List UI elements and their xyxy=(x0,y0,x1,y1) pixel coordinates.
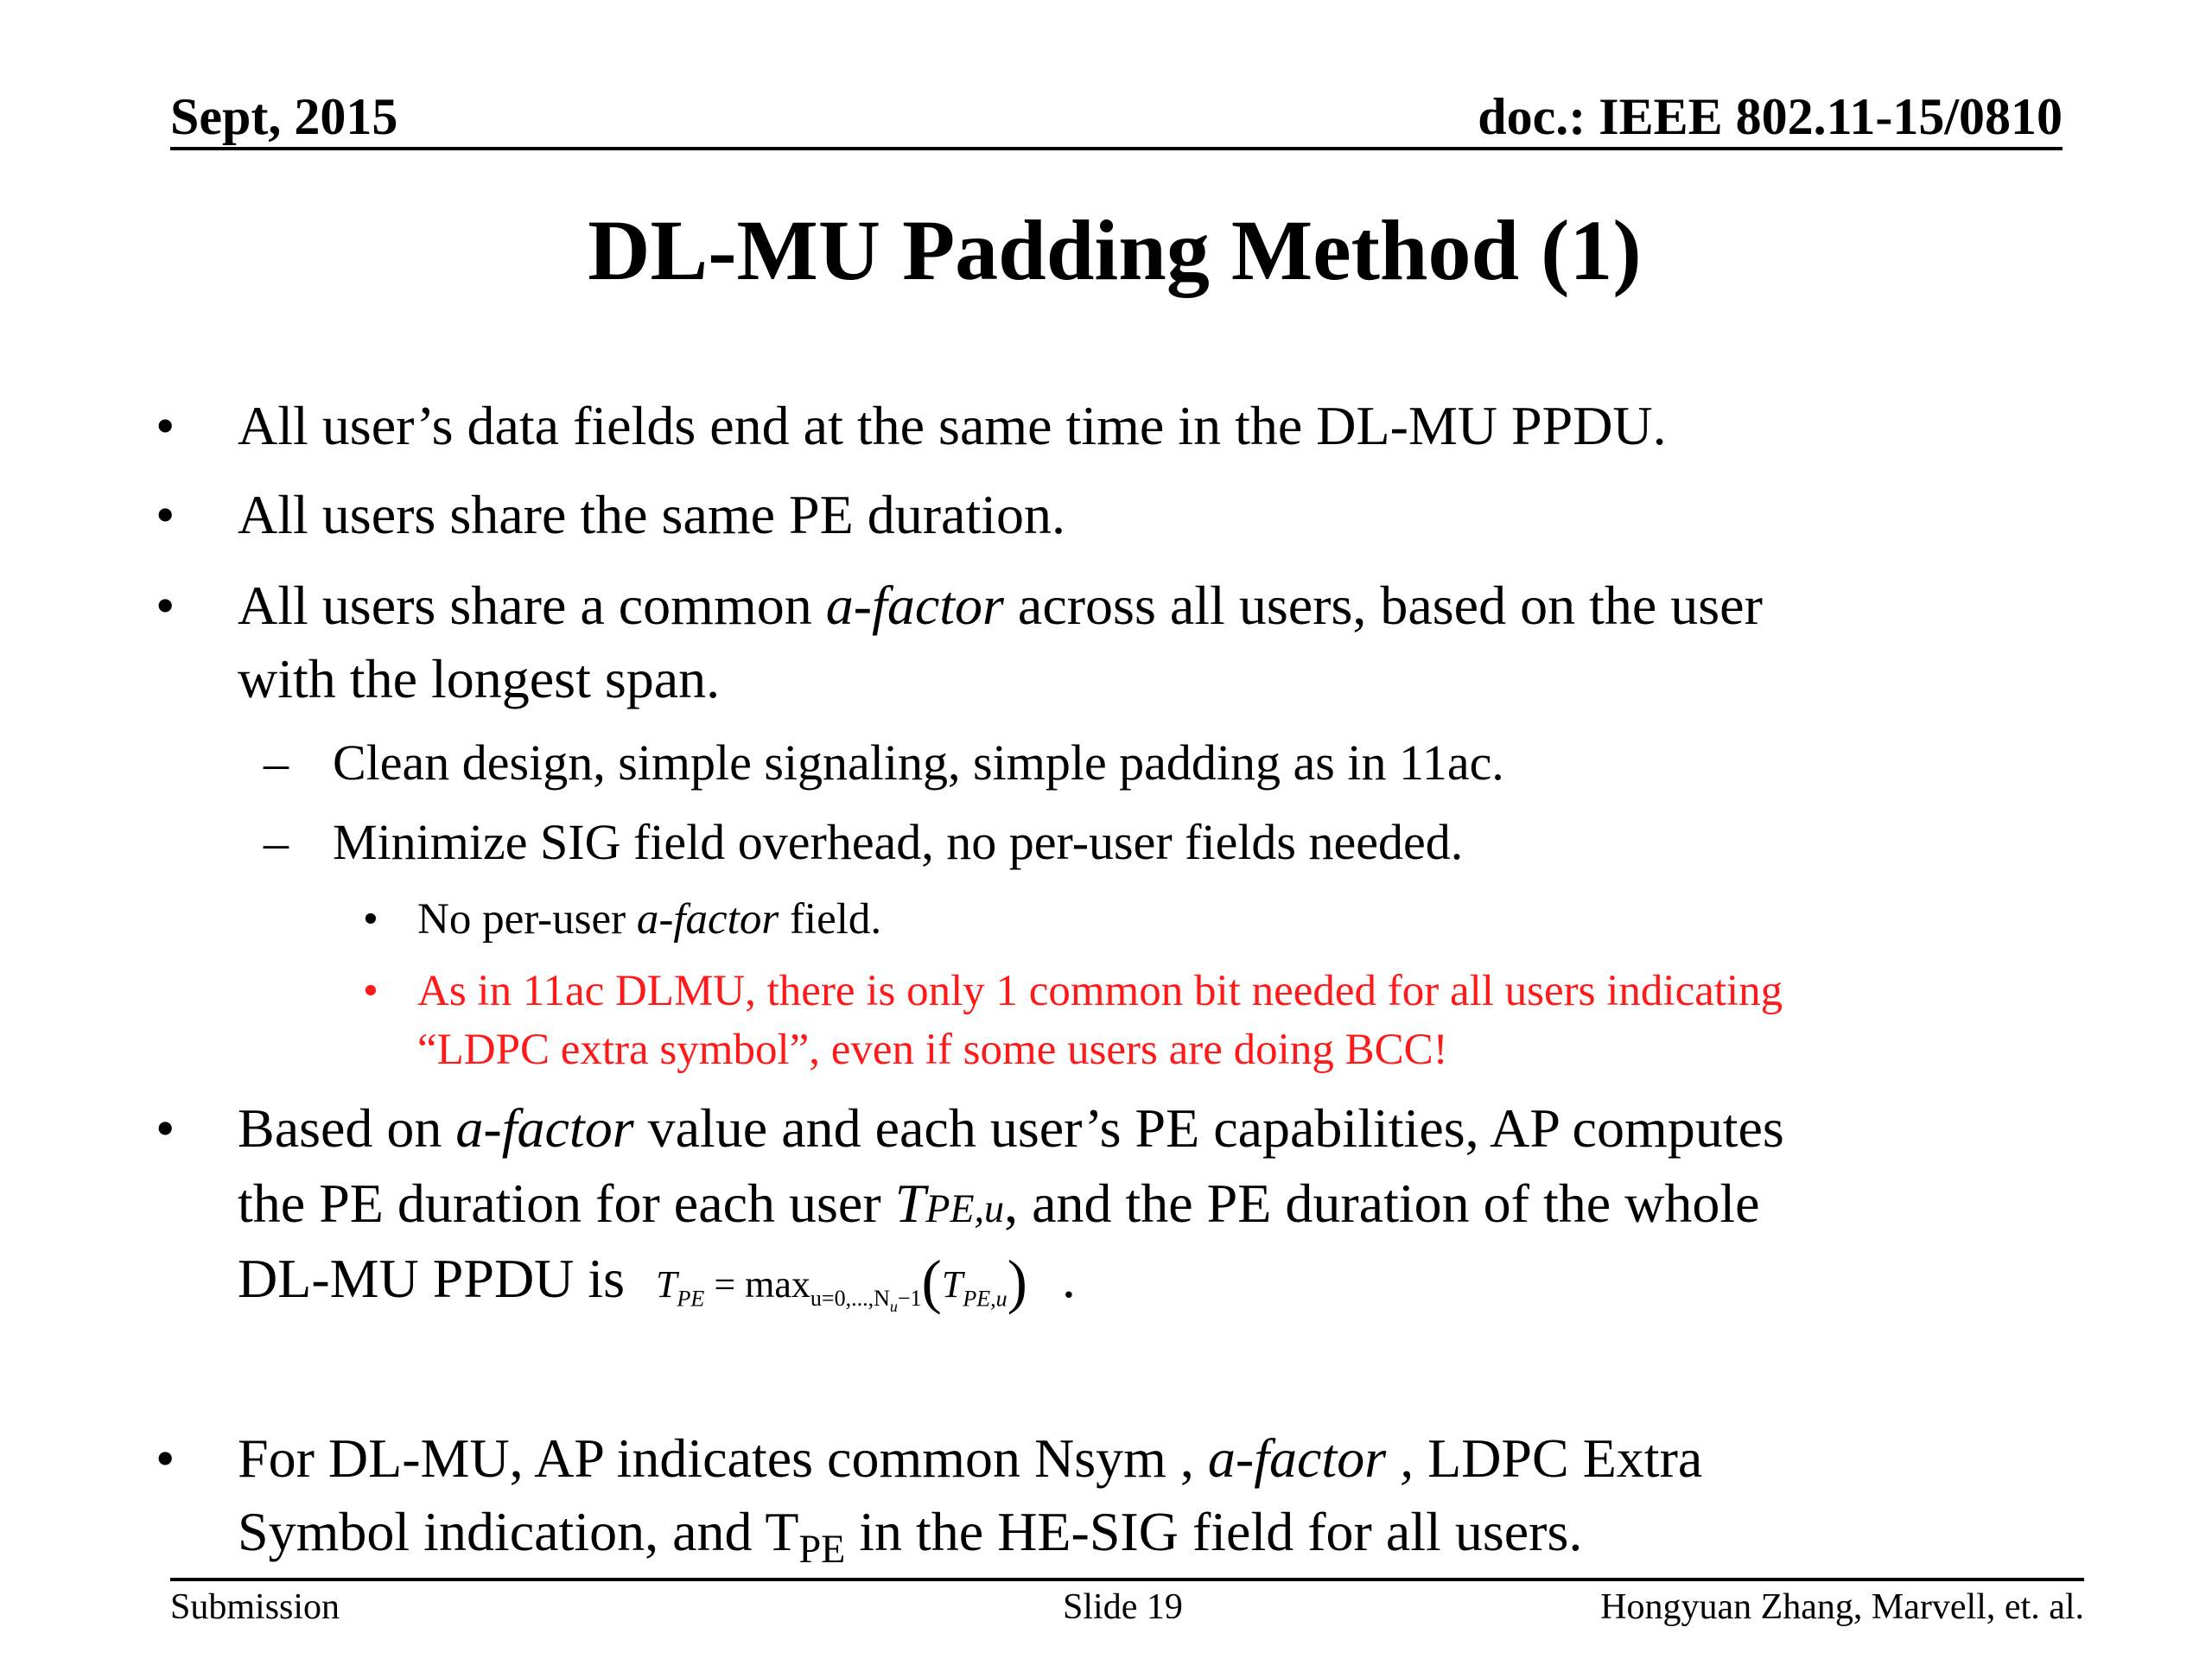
bullet-4-line-1: Based on a-factor value and each user’s PE capabilities, AP computes xyxy=(238,1097,1784,1159)
sub-sub-bullet-1-text: No per-user a-factor field. xyxy=(417,895,882,944)
bullet-4-line-2: the PE duration for each user TPE,u, and the PE duration of the whole xyxy=(238,1173,1760,1234)
sub-bullet-1-text: Clean design, simple signaling, simple padding as in 11ac. xyxy=(333,734,1504,791)
bullet-marker: • xyxy=(363,967,378,1015)
sub-sub-bullet-2-line-2: “LDPC extra symbol”, even if some users are doing BCC! xyxy=(417,1026,1448,1074)
footer-slide-number: Slide 19 xyxy=(1063,1587,1183,1627)
pe-duration-formula: $T_{PE} = \max_{u=0,...,N_u-1}(T_{PE,u})$ xyxy=(656,1249,1027,1316)
sub-bullet-2-text: Minimize SIG field overhead, no per-user fields needed. xyxy=(333,814,1464,870)
bullet-marker: • xyxy=(156,575,175,636)
dash-marker: – xyxy=(264,814,289,870)
bullet-marker: • xyxy=(156,1427,175,1489)
footer-submission: Submission xyxy=(170,1587,340,1627)
bullet-2-text: All users share the same PE duration. xyxy=(238,484,1065,545)
a-factor-term: a-factor xyxy=(825,575,1004,636)
bullet-marker: • xyxy=(363,895,378,944)
dash-marker: – xyxy=(264,734,289,791)
header-doc-id: doc.: IEEE 802.11-15/0810 xyxy=(1478,88,2063,145)
header-date: Sept, 2015 xyxy=(170,88,398,145)
bullet-1-text: All user’s data fields end at the same time in the DL-MU PPDU. xyxy=(238,395,1667,456)
slide-title: DL-MU Padding Method (1) xyxy=(588,202,1642,298)
footer-author: Hongyuan Zhang, Marvell, et. al. xyxy=(1600,1587,2084,1627)
header-divider xyxy=(170,147,2063,150)
sub-sub-bullet-2-line-1: As in 11ac DLMU, there is only 1 common bit needed for all users indicating xyxy=(417,967,1783,1015)
bullet-marker: • xyxy=(156,1097,175,1159)
bullet-5-line-1: For DL-MU, AP indicates common Nsym , a-factor , LDPC Extra xyxy=(238,1427,1703,1489)
bullet-marker: • xyxy=(156,484,175,545)
bullet-marker: • xyxy=(156,395,175,456)
bullet-4-line-3: DL-MU PPDU is $T_{PE} = \max_{u=0,...,N_u-1}(T_{PE,u})$ . xyxy=(238,1248,1076,1316)
bullet-5-line-2: Symbol indication, and $T_{PE}$ in the HE-SIG field for all users. xyxy=(238,1501,1583,1571)
bullet-3-line-1: All users share a common a-factor across all users, based on the user xyxy=(238,575,1763,636)
footer-divider xyxy=(170,1578,2084,1581)
bullet-3-line-2: with the longest span. xyxy=(238,648,721,709)
